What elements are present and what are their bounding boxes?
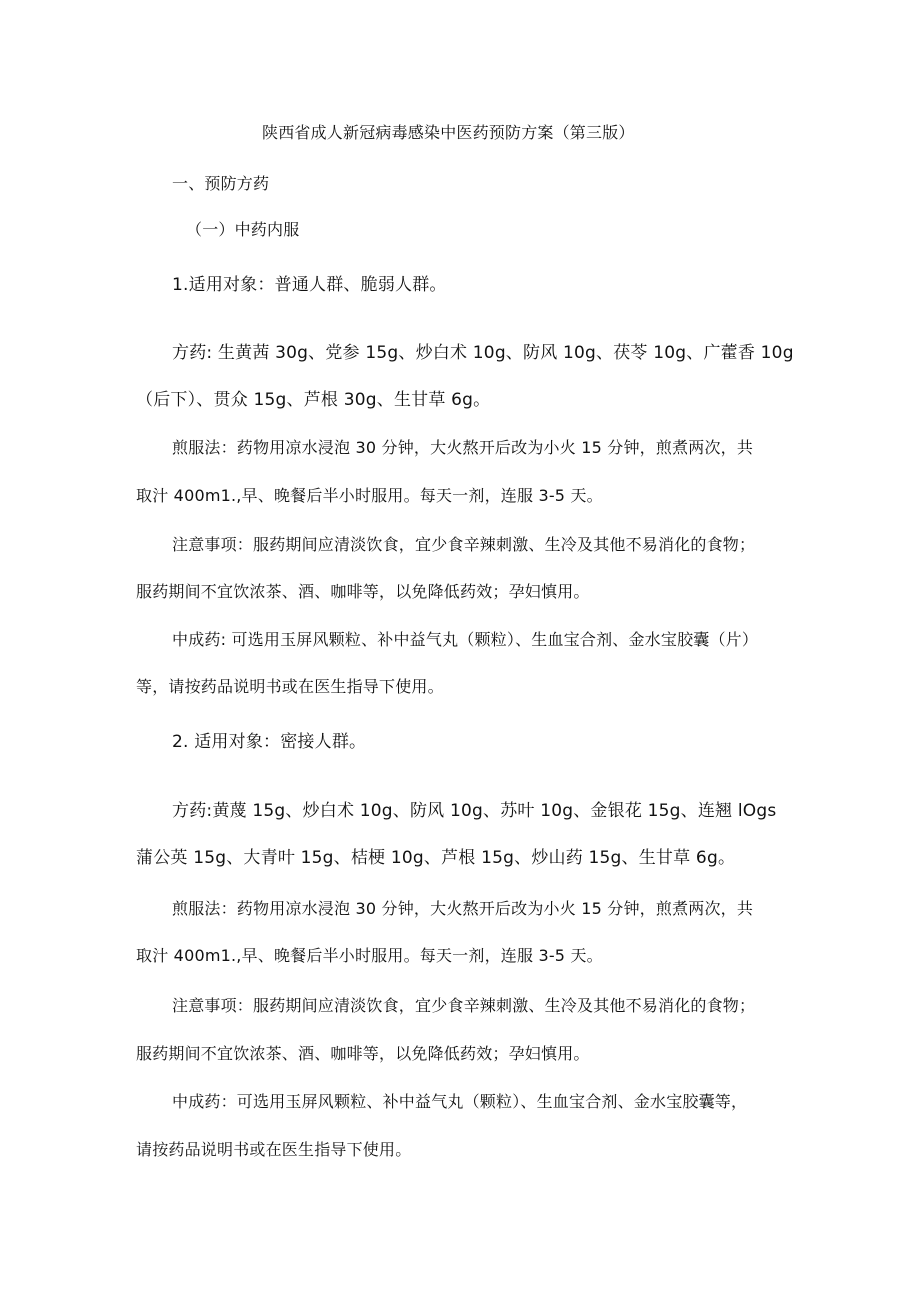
document-title: 陕西省成人新冠病毒感染中医药预防方案（第三版） [262, 123, 635, 142]
group1-patent-line1: 中成药: 可选用玉屏风颗粒、补中益气丸（颗粒）、生血宝合剂、金水宝胶囊（片） [172, 630, 759, 649]
group2-notes-line2: 服药期间不宜饮浓茶、酒、咖啡等，以免降低药效；孕妇慎用。 [136, 1044, 590, 1063]
group2-formula-line1: 方药:黄蔑 15g、炒白术 10g、防风 10g、苏叶 10g、金银花 15g、连翘 lOgs [172, 801, 777, 821]
section-heading: 一、预防方药 [172, 174, 270, 193]
group1-notes-line2: 服药期间不宜饮浓茶、酒、咖啡等，以免降低药效；孕妇慎用。 [136, 582, 590, 601]
group2-decoction-line1: 煎服法：药物用凉水浸泡 30 分钟，大火熬开后改为小火 15 分钟，煎煮两次，共 [172, 899, 754, 918]
group1-decoction-line2: 取汁 400m1.,早、晚餐后半小时服用。每天一剂，连服 3-5 天。 [136, 486, 603, 505]
group2-notes-line1: 注意事项：服药期间应清淡饮食，宜少食辛辣刺激、生冷及其他不易消化的食物； [172, 996, 756, 1015]
group2-target: 2. 适用对象：密接人群。 [172, 732, 367, 752]
group2-patent-line1: 中成药：可选用玉屏风颗粒、补中益气丸（颗粒）、生血宝合剂、金水宝胶囊等， [172, 1092, 748, 1111]
group2-formula-line2: 蒲公英 15g、大青叶 15g、桔梗 10g、芦根 15g、炒山药 15g、生甘草 6g。 [136, 848, 736, 868]
group2-patent-line2: 请按药品说明书或在医生指导下使用。 [136, 1140, 412, 1159]
group1-decoction-line1: 煎服法：药物用凉水浸泡 30 分钟，大火熬开后改为小火 15 分钟，煎煮两次，共 [172, 438, 754, 457]
group1-target: 1.适用对象：普通人群、脆弱人群。 [172, 275, 447, 295]
group1-formula-line1: 方药: 生黄茜 30g、党参 15g、炒白术 10g、防风 10g、茯苓 10g、广藿香 10g [172, 343, 794, 363]
group2-decoction-line2: 取汁 400m1.,早、晚餐后半小时服用。每天一剂，连服 3-5 天。 [136, 946, 603, 965]
subsection-heading: （一）中药内服 [186, 220, 300, 239]
group1-formula-line2: （后下）、贯众 15g、芦根 30g、生甘草 6g。 [136, 390, 491, 410]
group1-patent-line2: 等，请按药品说明书或在医生指导下使用。 [136, 677, 444, 696]
group1-notes-line1: 注意事项：服药期间应清淡饮食，宜少食辛辣刺激、生冷及其他不易消化的食物； [172, 535, 756, 554]
